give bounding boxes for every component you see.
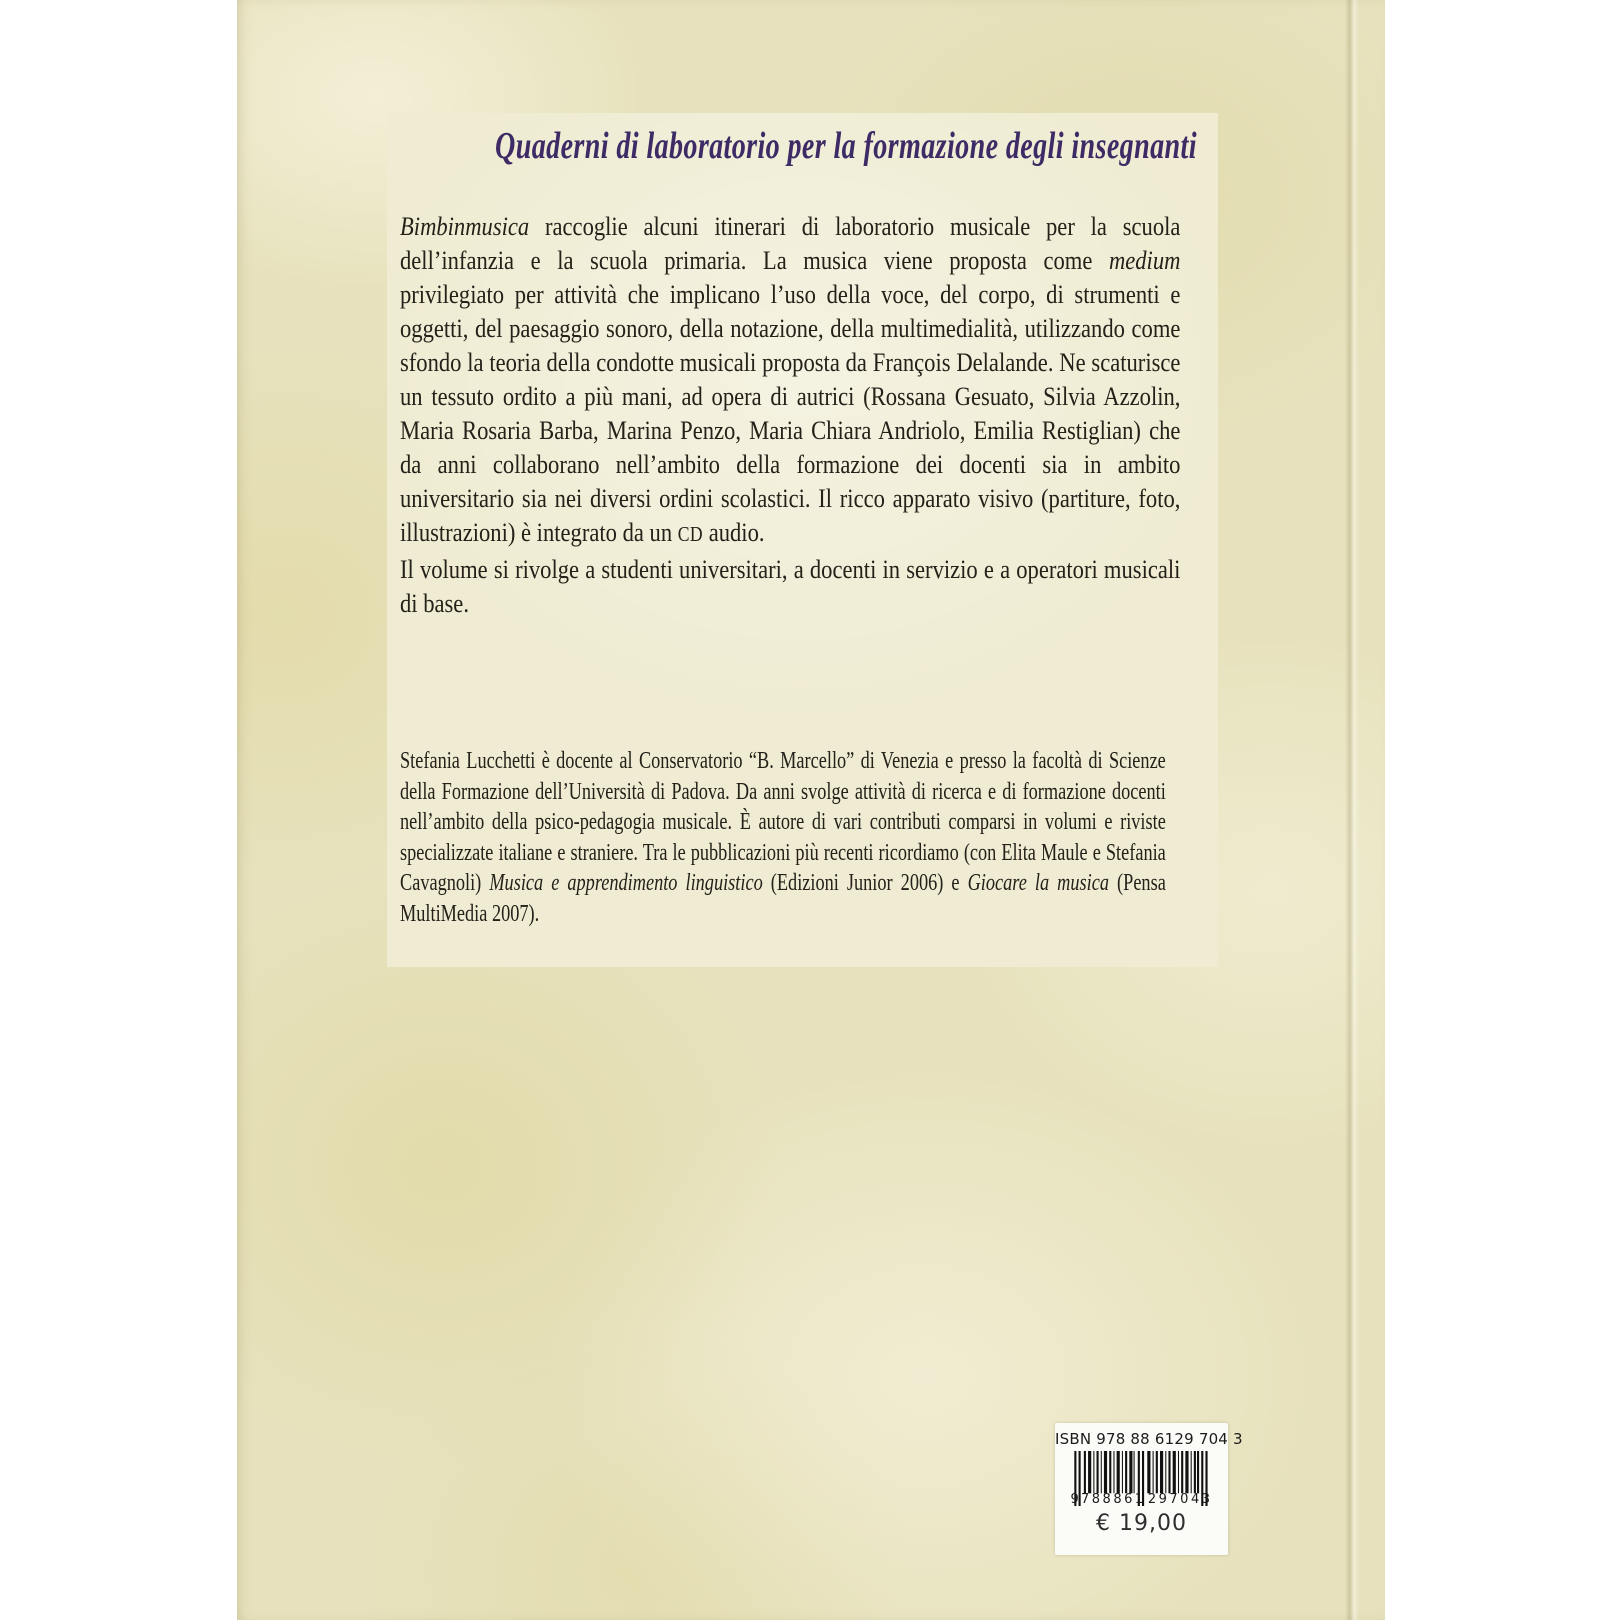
text-segment: (Pensa MultiMedia 2007). — [400, 870, 1166, 927]
series-title: Quaderni di laboratorio per la formazione degli insegnanti — [495, 125, 1197, 167]
barcode-label — [1055, 1423, 1243, 1555]
book-description — [400, 209, 1180, 620]
author-bio — [400, 746, 1166, 929]
cover-crease — [1345, 0, 1359, 1620]
barcode-digits-right: 297043 — [1147, 1492, 1213, 1507]
text-segment: Musica e apprendimento linguistico — [489, 870, 763, 896]
barcode-digits — [1071, 1493, 1213, 1507]
text-segment: Il volume si rivolge a studenti universitari, a docenti in servizio e a operatori musicali di base. — [400, 554, 1181, 618]
text-segment: audio. — [703, 517, 765, 547]
text-segment: CD — [677, 524, 704, 546]
barcode-digit-prefix: 9 — [1070, 1492, 1079, 1507]
description-panel — [387, 113, 1218, 967]
text-segment: privilegiato per attività che implicano l’uso della voce, del corpo, di strumenti e oggetti, del paesaggio sonoro, della notazione, della multimedialità, utilizzando come sfondo la teoria della condotte musicali proposta da François Delalande. Ne scaturisce un tessuto ordito a più mani, ad opera di autrici (Rossana Gesuato, Silvia Azzolin, Maria Rosaria Barba, Marina Penzo, Maria Chiara Andriolo, Emilia Restiglian) che da anni collaborano nell’ambito della formazione dei docenti sia in ambito universitario sia nei diversi ordini scolastici. Il ricco apparato visivo (partiture, foto, illustrazioni) è integrato da un — [400, 279, 1181, 547]
text-segment: Stefania Lucchetti è docente al Conservatorio “B. Marcello” di Venezia e presso la facoltà di Scienze della Formazione dell’Università di Padova. Da anni svolge attività di ricerca e di formazione docenti nell’ambito della psico-pedagogia musicale. È autore di vari contributi comparsi in volumi e riviste specializzate italiane e straniere. Tra le pubblicazioni più recenti ricordiamo (con Elita Maule e Stefania Cavagnoli) — [400, 748, 1166, 896]
text-segment: Bimbinmusica — [400, 211, 530, 241]
book-back-cover — [237, 0, 1385, 1620]
text-segment: (Edizioni Junior 2006) e — [762, 870, 968, 896]
isbn-text: ISBN 978 88 6129 704 3 — [1055, 1430, 1243, 1448]
text-segment: Giocare la musica — [967, 870, 1109, 896]
text-segment: raccoglie alcuni itinerari di laboratorio musicale per la scuola dell’infanzia e la scuola primaria. La musica viene proposta come — [400, 211, 1181, 275]
barcode-digits-left: 788861 — [1081, 1492, 1146, 1507]
price-text: € 19,00 — [1096, 1511, 1187, 1536]
text-segment: medium — [1108, 245, 1181, 275]
